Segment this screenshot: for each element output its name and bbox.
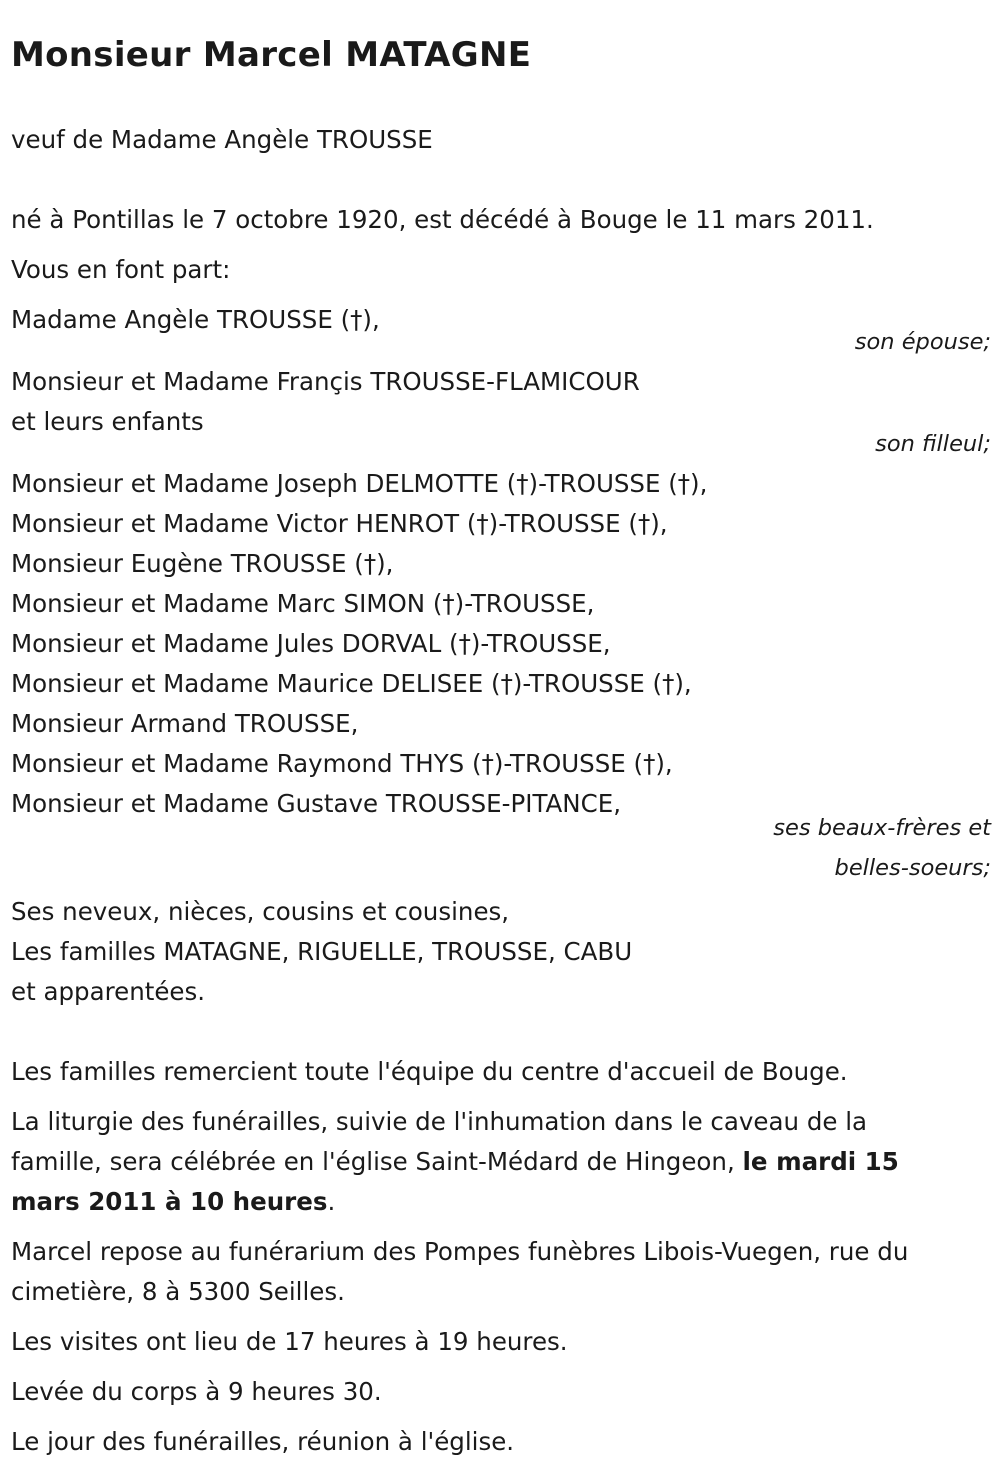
announce-intro: Vous en font part:	[11, 255, 231, 284]
liturgy-text: La liturgie des funérailles, suivie de l'inhumation dans le caveau de la famille, sera célébrée en l'église Saint-Médard de Hingeon,	[11, 1107, 868, 1176]
relation-label: ses beaux-frères et	[773, 815, 991, 841]
mourner-line: Monsieur et Madame Gustave TROUSSE-PITANCE,	[11, 789, 622, 818]
meeting-line: Le jour des funérailles, réunion à l'église.	[11, 1427, 515, 1456]
family-line: et apparentées.	[11, 977, 206, 1006]
family-line: Les familles MATAGNE, RIGUELLE, TROUSSE, CABU	[11, 937, 633, 966]
obituary-notice	[11, 30, 991, 1462]
relation-label: belles-soeurs;	[834, 855, 991, 881]
widower-line: veuf de Madame Angèle TROUSSE	[11, 125, 433, 154]
mourner-line: Monsieur et Madame Maurice DELISEE (†)-TROUSSE (†),	[11, 669, 692, 698]
liturgy-paragraph	[11, 1102, 961, 1222]
mourner-line: Monsieur et Madame Marc SIMON (†)-TROUSSE,	[11, 589, 595, 618]
relation-label: son épouse;	[854, 329, 991, 355]
family-line: Ses neveux, nièces, cousins et cousines,	[11, 897, 510, 926]
mourner-line: Monsieur et Madame Raymond THYS (†)-TROUSSE (†),	[11, 749, 673, 778]
liturgy-end: .	[327, 1187, 336, 1216]
mourner-line: Monsieur Eugène TROUSSE (†),	[11, 549, 394, 578]
birth-death-line: né à Pontillas le 7 octobre 1920, est décédé à Bouge le 11 mars 2011.	[11, 205, 874, 234]
mourners-group-in-laws	[11, 464, 991, 888]
relation-label: son filleul;	[875, 431, 991, 457]
mourners-group-spouse	[11, 300, 991, 360]
mourner-line: Monsieur Armand TROUSSE,	[11, 709, 359, 738]
mourner-line: et leurs enfants	[11, 407, 204, 436]
visits-line: Les visites ont lieu de 17 heures à 19 heures.	[11, 1327, 568, 1356]
rest-place-paragraph: Marcel repose au funérarium des Pompes funèbres Libois-Vuegen, rue du cimetière, 8 à 5300 Seilles.	[11, 1237, 909, 1306]
liturgy-date: le mardi 15 mars 2011 à 10 heures	[11, 1147, 899, 1216]
mourner-line: Madame Angèle TROUSSE (†),	[11, 305, 380, 334]
mourner-line: Monsieur et Madame Victor HENROT (†)-TROUSSE (†),	[11, 509, 668, 538]
deceased-name: Monsieur Marcel MATAGNE	[11, 35, 532, 75]
mourner-line: Monsieur et Madame Jules DORVAL (†)-TROUSSE,	[11, 629, 611, 658]
thanks-line: Les familles remercient toute l'équipe du centre d'accueil de Bouge.	[11, 1057, 848, 1086]
departure-line: Levée du corps à 9 heures 30.	[11, 1377, 382, 1406]
mourner-line: Monsieur et Madame Joseph DELMOTTE (†)-TROUSSE (†),	[11, 469, 708, 498]
extended-family	[11, 892, 991, 1012]
mourners-group-godson	[11, 362, 991, 462]
mourner-line: Monsieur et Madame Françis TROUSSE-FLAMICOUR	[11, 367, 640, 396]
